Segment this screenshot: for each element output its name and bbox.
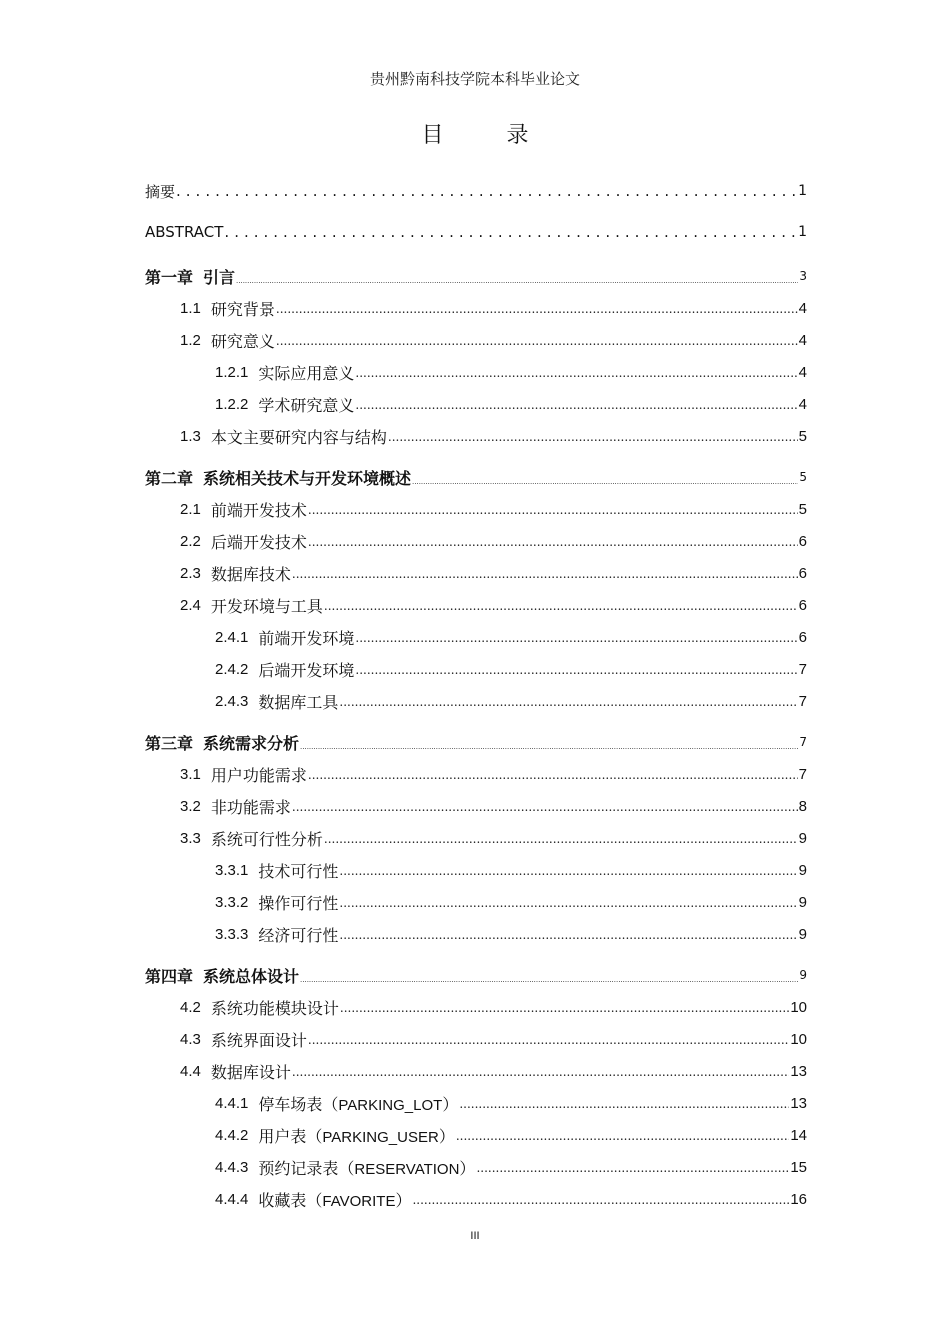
toc-leader-dots xyxy=(308,503,798,517)
toc-entry[interactable] xyxy=(145,1186,807,1212)
toc-entry-title: 学术研究意义 xyxy=(258,395,355,415)
toc-entry-title: 前端开发技术 xyxy=(210,500,307,520)
toc-leader-dots xyxy=(476,1161,789,1175)
toc-leader-dots xyxy=(292,567,798,581)
toc-leader-dots xyxy=(276,334,798,348)
toc-entry-page: 16 xyxy=(790,1190,807,1208)
toc-entry-page: 7 xyxy=(799,735,807,749)
toc-entry-number: 3.3.3 xyxy=(215,925,249,943)
page-number: III xyxy=(470,1230,480,1242)
toc-leader-dots xyxy=(236,277,798,285)
toc-entry-number: 第二章 xyxy=(145,468,194,488)
toc-leader-dots xyxy=(292,1065,789,1079)
toc-leader-dots xyxy=(339,928,797,942)
toc-entry-number: 第一章 xyxy=(145,267,194,287)
toc-entry[interactable] xyxy=(145,1154,807,1180)
toc-entry[interactable] xyxy=(145,994,807,1020)
toc-entry-number: 4.4.3 xyxy=(215,1158,249,1176)
toc-entry-page: 9 xyxy=(798,893,807,911)
toc-entry-title: 本文主要研究内容与结构 xyxy=(210,427,387,447)
toc-entry-title: 用户表（PARKING_USER） xyxy=(258,1126,455,1146)
toc-entry-page: 9 xyxy=(798,829,807,847)
toc-entry-number: 第四章 xyxy=(145,966,194,986)
toc-leader-dots xyxy=(412,1193,789,1207)
toc-entry[interactable] xyxy=(145,921,807,947)
toc-entry-page: 3 xyxy=(799,269,807,283)
toc-entry-page: 5 xyxy=(799,470,807,484)
toc-leader-dots xyxy=(339,695,797,709)
toc-entry-page: 13 xyxy=(790,1062,807,1080)
toc-entry-title: 停车场表（PARKING_LOT） xyxy=(258,1094,459,1114)
toc-entry-title: 数据库设计 xyxy=(210,1062,291,1082)
toc-entry-title: 经济可行性 xyxy=(258,925,339,945)
toc-leader-dots xyxy=(456,1129,789,1143)
toc-entry-number: 2.4.1 xyxy=(215,628,249,646)
toc-entry-title: ABSTRACT xyxy=(145,223,224,241)
toc-entry[interactable] xyxy=(145,359,807,385)
toc-entry[interactable] xyxy=(145,496,807,522)
toc-entry-page: 9 xyxy=(798,925,807,943)
toc-entry-title: 系统总体设计 xyxy=(203,966,300,986)
toc-entry-title: 后端开发技术 xyxy=(210,532,307,552)
toc-leader-dots xyxy=(355,663,797,677)
toc-leader-dots xyxy=(308,1033,789,1047)
toc-entry-page: 14 xyxy=(790,1126,807,1144)
toc-entry-page: 6 xyxy=(798,564,807,582)
toc-entry-number: 4.4.1 xyxy=(215,1094,249,1112)
toc-entry[interactable] xyxy=(145,592,807,618)
toc-entry-page: 6 xyxy=(798,628,807,646)
toc-entry-page: 8 xyxy=(798,797,807,815)
toc-leader-dots xyxy=(388,430,798,444)
toc-entry-number: 2.4.3 xyxy=(215,692,249,710)
toc-title: 目 录 xyxy=(421,123,557,148)
toc-entry-page: 13 xyxy=(790,1094,807,1112)
toc-entry-number: 4.2 xyxy=(180,998,201,1016)
toc-leader-dots xyxy=(355,366,797,380)
toc-entry-title: 数据库工具 xyxy=(258,692,339,712)
toc-entry-page: 10 xyxy=(790,1030,807,1048)
toc-entry[interactable] xyxy=(145,295,807,321)
toc-entry-number: 3.1 xyxy=(180,765,201,783)
toc-entry[interactable] xyxy=(145,528,807,554)
toc-leader-dots xyxy=(324,832,798,846)
toc-leader-dots xyxy=(300,976,798,984)
toc-entry-page: 6 xyxy=(798,532,807,550)
toc-leader-dots xyxy=(176,182,797,200)
toc-entry-number: 2.4 xyxy=(180,596,201,614)
toc-entry[interactable] xyxy=(145,656,807,682)
toc-leader-dots xyxy=(308,768,798,782)
toc-entry[interactable] xyxy=(145,793,807,819)
toc-entry-number: 2.3 xyxy=(180,564,201,582)
toc-entry-title: 系统需求分析 xyxy=(203,733,300,753)
toc-entry-page: 7 xyxy=(798,765,807,783)
page-header: 贵州黔南科技学院本科毕业论文 xyxy=(369,70,580,88)
toc-leader-dots xyxy=(324,599,798,613)
toc-entry-title: 摘要 xyxy=(145,182,176,201)
toc-entry[interactable] xyxy=(145,688,807,714)
toc-entry-title: 研究背景 xyxy=(210,299,275,319)
toc-entry-number: 2.1 xyxy=(180,500,201,518)
toc-entry-page: 7 xyxy=(798,660,807,678)
toc-entry-page: 4 xyxy=(798,331,807,349)
toc-entry-page: 7 xyxy=(798,692,807,710)
toc-entry[interactable] xyxy=(145,464,807,490)
toc-leader-dots xyxy=(224,223,797,241)
toc-entry-page: 9 xyxy=(798,861,807,879)
toc-entry-number: 1.2 xyxy=(180,331,201,349)
toc-entry-page: 6 xyxy=(798,596,807,614)
toc-leader-dots xyxy=(339,896,797,910)
toc-leader-dots xyxy=(276,302,798,316)
toc-entry[interactable] xyxy=(145,857,807,883)
toc-entry-number: 2.4.2 xyxy=(215,660,249,678)
toc-entry[interactable] xyxy=(145,391,807,417)
toc-entry-page: 4 xyxy=(798,363,807,381)
toc-entry-page: 9 xyxy=(799,968,807,982)
toc-entry-number: 3.3 xyxy=(180,829,201,847)
toc-entry[interactable] xyxy=(145,1090,807,1116)
toc-leader-dots xyxy=(340,1001,789,1015)
toc-entry-page: 5 xyxy=(798,500,807,518)
toc-entry-number: 1.1 xyxy=(180,299,201,317)
toc-entry-page: 15 xyxy=(790,1158,807,1176)
toc-leader-dots xyxy=(355,631,797,645)
toc-entry-title: 开发环境与工具 xyxy=(210,596,323,616)
toc-entry-title: 技术可行性 xyxy=(258,861,339,881)
toc-entry[interactable] xyxy=(145,962,807,988)
toc-entry[interactable] xyxy=(145,889,807,915)
toc-entry[interactable] xyxy=(145,327,807,353)
toc-entry-page: 10 xyxy=(790,998,807,1016)
toc-entry[interactable] xyxy=(145,729,807,755)
toc-entry[interactable] xyxy=(145,761,807,787)
toc-leader-dots xyxy=(292,800,798,814)
toc-entry-title: 引言 xyxy=(203,267,236,287)
toc-entry-number: 4.3 xyxy=(180,1030,201,1048)
toc-entry[interactable] xyxy=(145,219,807,245)
toc-entry-number: 2.2 xyxy=(180,532,201,550)
toc-entry[interactable] xyxy=(145,1058,807,1084)
toc-entry-page: 4 xyxy=(798,299,807,317)
toc-entry-page: 4 xyxy=(798,395,807,413)
toc-entry-number: 第三章 xyxy=(145,733,194,753)
toc-entry-page: 1 xyxy=(798,183,807,199)
toc-entry-title: 系统功能模块设计 xyxy=(210,998,339,1018)
toc-entry[interactable] xyxy=(145,624,807,650)
toc-leader-dots xyxy=(355,398,797,412)
toc-entry[interactable] xyxy=(145,1122,807,1148)
toc-entry-number: 4.4 xyxy=(180,1062,201,1080)
toc-entry-number: 1.3 xyxy=(180,427,201,445)
toc-leader-dots xyxy=(412,478,798,486)
toc-leader-dots xyxy=(308,535,798,549)
toc-entry-number: 1.2.1 xyxy=(215,363,249,381)
toc-entry[interactable] xyxy=(145,825,807,851)
toc-entry-title: 实际应用意义 xyxy=(258,363,355,383)
toc-entry[interactable] xyxy=(145,1026,807,1052)
toc-entry-title: 收藏表（FAVORITE） xyxy=(258,1190,412,1210)
toc-entry-number: 4.4.4 xyxy=(215,1190,249,1208)
toc-entry-title: 数据库技术 xyxy=(210,564,291,584)
toc-leader-dots xyxy=(459,1097,789,1111)
toc-entry-number: 3.2 xyxy=(180,797,201,815)
toc-entry-number: 4.4.2 xyxy=(215,1126,249,1144)
toc-leader-dots xyxy=(339,864,797,878)
toc-entry-title: 系统可行性分析 xyxy=(210,829,323,849)
toc-entry-page: 5 xyxy=(798,427,807,445)
toc-entry-title: 研究意义 xyxy=(210,331,275,351)
toc-entry-title: 前端开发环境 xyxy=(258,628,355,648)
toc-entry-title: 后端开发环境 xyxy=(258,660,355,680)
toc-entry-title: 非功能需求 xyxy=(210,797,291,817)
toc-entry-title: 用户功能需求 xyxy=(210,765,307,785)
toc-entry-number: 1.2.2 xyxy=(215,395,249,413)
toc-entry-title: 预约记录表（RESERVATION） xyxy=(258,1158,476,1178)
toc-leader-dots xyxy=(300,743,798,751)
toc-entry-page: 1 xyxy=(798,224,807,240)
toc-entry[interactable] xyxy=(145,560,807,586)
toc-entry[interactable] xyxy=(145,263,807,289)
toc-entry-title: 系统相关技术与开发环境概述 xyxy=(203,468,412,488)
toc-entry-title: 系统界面设计 xyxy=(210,1030,307,1050)
toc-entry-number: 3.3.2 xyxy=(215,893,249,911)
toc-entry[interactable] xyxy=(145,178,807,204)
toc-entry-number: 3.3.1 xyxy=(215,861,249,879)
toc-entry-title: 操作可行性 xyxy=(258,893,339,913)
toc-entry[interactable] xyxy=(145,423,807,449)
